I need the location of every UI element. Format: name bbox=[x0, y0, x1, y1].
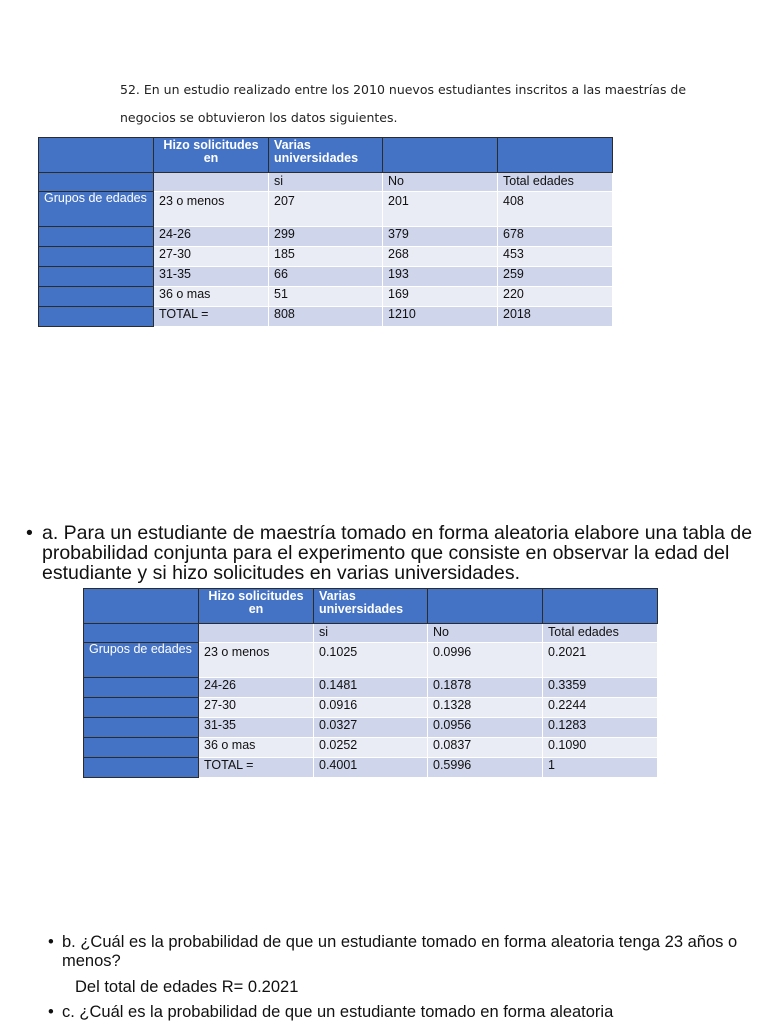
header-cell bbox=[39, 138, 154, 173]
table-cell: si bbox=[269, 173, 383, 192]
bullet-question-b: • b. ¿Cuál es la probabilidad de que un estudiante tomado en forma aleatoria tenga 23 años o menos? bbox=[48, 933, 742, 971]
row-label-cell: Grupos de edades bbox=[84, 643, 199, 678]
header-cell: Hizo solicitudes en bbox=[199, 589, 314, 624]
table-cell: 207 bbox=[269, 192, 383, 227]
header-cell bbox=[84, 589, 199, 624]
table-cell: 24-26 bbox=[154, 227, 269, 247]
table-cell: 453 bbox=[498, 247, 613, 267]
table-row bbox=[84, 678, 658, 698]
table-cell: 27-30 bbox=[154, 247, 269, 267]
row-label-cell bbox=[39, 227, 154, 247]
table-cell: 0.4001 bbox=[314, 758, 428, 778]
table-cell bbox=[154, 173, 269, 192]
table-cell: 0.1481 bbox=[314, 678, 428, 698]
table-cell: 259 bbox=[498, 267, 613, 287]
table-cell: TOTAL = bbox=[154, 307, 269, 327]
row-label-cell bbox=[84, 718, 199, 738]
row-label-cell bbox=[84, 698, 199, 718]
table-cell: 31-35 bbox=[154, 267, 269, 287]
table-cell: 808 bbox=[269, 307, 383, 327]
table-row bbox=[84, 698, 658, 718]
table-cell: 51 bbox=[269, 287, 383, 307]
table-row-total bbox=[39, 307, 613, 327]
table-cell: Total edades bbox=[543, 624, 658, 643]
header-cell: Varias universidades bbox=[269, 138, 383, 173]
table-cell: 66 bbox=[269, 267, 383, 287]
table-cell: 408 bbox=[498, 192, 613, 227]
table-cell: 0.5996 bbox=[428, 758, 543, 778]
table-cell: 31-35 bbox=[199, 718, 314, 738]
table-cell: 0.2244 bbox=[543, 698, 658, 718]
row-label-cell bbox=[39, 173, 154, 192]
table-cell: 0.1283 bbox=[543, 718, 658, 738]
row-label-cell bbox=[39, 287, 154, 307]
row-label-cell bbox=[84, 624, 199, 643]
table-cell: 0.0327 bbox=[314, 718, 428, 738]
table-row bbox=[84, 624, 658, 643]
table-cell: 1210 bbox=[383, 307, 498, 327]
table-cell: 678 bbox=[498, 227, 613, 247]
row-label-cell bbox=[39, 307, 154, 327]
table-cell: 268 bbox=[383, 247, 498, 267]
row-label-cell bbox=[84, 678, 199, 698]
table-cell: 27-30 bbox=[199, 698, 314, 718]
table-cell: 36 o mas bbox=[199, 738, 314, 758]
table-row-total bbox=[84, 758, 658, 778]
header-cell: Varias universidades bbox=[314, 589, 428, 624]
row-label-cell bbox=[84, 738, 199, 758]
bullet-question-c: • c. ¿Cuál es la probabilidad de que un estudiante tomado en forma aleatoria bbox=[48, 1003, 742, 1022]
table-cell: TOTAL = bbox=[199, 758, 314, 778]
table-cell: 0.0996 bbox=[428, 643, 543, 678]
table-cell: 24-26 bbox=[199, 678, 314, 698]
table-header-row bbox=[39, 138, 613, 173]
table-cell: Total edades bbox=[498, 173, 613, 192]
table-cell: 193 bbox=[383, 267, 498, 287]
joint-probability-table bbox=[83, 588, 658, 778]
header-cell bbox=[543, 589, 658, 624]
table-row bbox=[84, 643, 658, 678]
header-cell bbox=[428, 589, 543, 624]
table-cell: 0.1328 bbox=[428, 698, 543, 718]
table-row bbox=[84, 718, 658, 738]
row-label-cell: Grupos de edades bbox=[39, 192, 154, 227]
table-cell: 2018 bbox=[498, 307, 613, 327]
table-cell: 0.0956 bbox=[428, 718, 543, 738]
table-cell: 0.0916 bbox=[314, 698, 428, 718]
row-label-cell bbox=[84, 758, 199, 778]
table-row bbox=[39, 192, 613, 227]
table-cell: 299 bbox=[269, 227, 383, 247]
table-cell: 36 o mas bbox=[154, 287, 269, 307]
table-cell: No bbox=[383, 173, 498, 192]
table-cell: 23 o menos bbox=[199, 643, 314, 678]
table-cell: 0.1025 bbox=[314, 643, 428, 678]
table-cell: 169 bbox=[383, 287, 498, 307]
table-row bbox=[39, 287, 613, 307]
table-cell: 0.0252 bbox=[314, 738, 428, 758]
table-row bbox=[39, 173, 613, 192]
problem-statement: 52. En un estudio realizado entre los 2010 nuevos estudiantes inscritos a las maestrías de negocios se obtuvieron los datos siguientes. bbox=[120, 82, 687, 125]
header-cell bbox=[383, 138, 498, 173]
header-cell bbox=[498, 138, 613, 173]
table-row bbox=[39, 267, 613, 287]
table-cell: 23 o menos bbox=[154, 192, 269, 227]
table-cell: No bbox=[428, 624, 543, 643]
bullet-question-a: • a. Para un estudiante de maestría tomado en forma aleatoria elabore una tabla de probabilidad conjunta para el experimento que consiste en observar la edad del estudiante y si hizo solicitudes en varias universidades. bbox=[26, 523, 762, 583]
table-cell: 0.2021 bbox=[543, 643, 658, 678]
header-cell: Hizo solicitudes en bbox=[154, 138, 269, 173]
table-cell: 379 bbox=[383, 227, 498, 247]
table-cell: 0.1090 bbox=[543, 738, 658, 758]
table-cell bbox=[199, 624, 314, 643]
table-cell: 201 bbox=[383, 192, 498, 227]
table-cell: 0.3359 bbox=[543, 678, 658, 698]
row-label-cell bbox=[39, 247, 154, 267]
table-cell: 220 bbox=[498, 287, 613, 307]
table-row bbox=[39, 247, 613, 267]
table-cell: 0.0837 bbox=[428, 738, 543, 758]
table-cell: 1 bbox=[543, 758, 658, 778]
answer-b: Del total de edades R= 0.2021 bbox=[75, 978, 299, 996]
row-label-cell bbox=[39, 267, 154, 287]
table-cell: 185 bbox=[269, 247, 383, 267]
table-row bbox=[84, 738, 658, 758]
table-cell: 0.1878 bbox=[428, 678, 543, 698]
table-header-row bbox=[84, 589, 658, 624]
table-cell: si bbox=[314, 624, 428, 643]
frequency-table bbox=[38, 137, 613, 327]
table-row bbox=[39, 227, 613, 247]
